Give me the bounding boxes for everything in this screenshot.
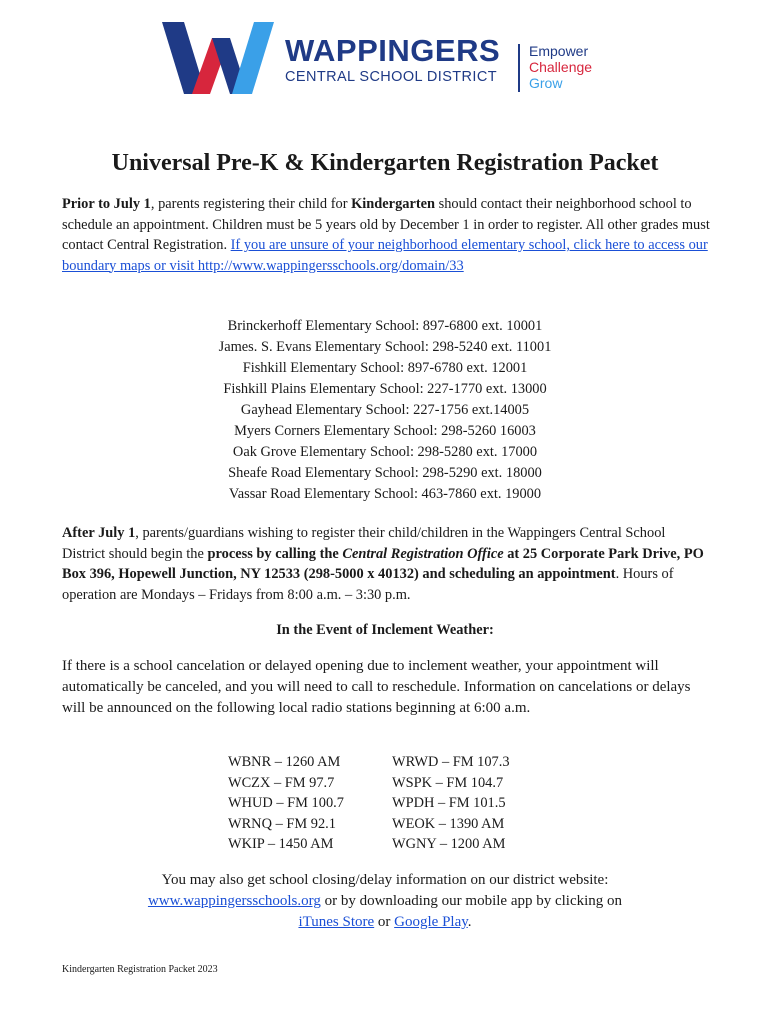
radio-station: WEOK – 1390 AM — [392, 815, 505, 832]
school-item: Sheafe Road Elementary School: 298-5290 ext. 18000 — [228, 465, 542, 481]
school-item: Gayhead Elementary School: 227-1756 ext.14005 — [240, 402, 530, 418]
intro-paragraph — [62, 194, 712, 276]
district-name: WAPPINGERS — [285, 33, 501, 68]
school-item: Oak Grove Elementary School: 298-5280 ext. 17000 — [232, 444, 538, 460]
radio-station: WGNY – 1200 AM — [392, 836, 506, 853]
radio-station: WRNQ – FM 92.1 — [228, 815, 336, 832]
district-subtitle: CENTRAL SCHOOL DISTRICT — [285, 69, 497, 85]
radio-station: WHUD – FM 100.7 — [228, 795, 344, 812]
closing-line-1: You may also get school closing/delay information on our district website: — [161, 872, 609, 888]
closing-section — [0, 870, 770, 933]
radio-station: WKIP – 1450 AM — [228, 836, 334, 853]
page-title: Universal Pre-K & Kindergarten Registration Packet — [111, 150, 659, 176]
school-item: Myers Corners Elementary School: 298-5260 16003 — [234, 423, 536, 439]
intro-text-2: should contact their neighborhood school to schedule an appointment. Children must be 5 years old by December 1 in order to register. All other grades must contact Central Registration. — [62, 196, 710, 253]
after-lead: After July 1 — [62, 525, 136, 541]
after-text-1: , parents/guardians wishing to register their child/children in the Wappingers Central School District should begin the — [62, 525, 666, 562]
logo-divider — [518, 44, 520, 92]
tagline-challenge: Challenge — [529, 59, 593, 75]
google-play-link[interactable]: Google Play — [394, 914, 468, 930]
radio-station: WBNR – 1260 AM — [228, 754, 341, 770]
closing-line-3 — [0, 912, 770, 933]
boundary-maps-link[interactable]: If you are unsure of your neighborhood elementary school, click here to access our boundary maps or visit http://www.wappingersschools.org/domain/33 — [62, 237, 708, 274]
radio-list-left — [228, 752, 344, 855]
closing-end: . — [467, 914, 472, 930]
radio-station: WCZX – FM 97.7 — [228, 774, 335, 791]
after-bold-1: process by calling the — [207, 545, 343, 562]
tagline-grow: Grow — [529, 75, 563, 91]
after-text-2: . Hours of operation are Mondays – Fridays from 8:00 a.m. – 3:30 p.m. — [62, 566, 674, 603]
radio-list-right — [392, 752, 510, 855]
school-item: Fishkill Elementary School: 897-6780 ext. 12001 — [242, 360, 528, 376]
weather-paragraph: If there is a school cancelation or delayed opening due to inclement weather, your appointment will automatically be canceled, and you will need to call to reschedule. Information on cancelations or delays will be announced on the following local radio stations beginning at 6:00 a.m. — [62, 658, 691, 716]
logo-text — [285, 34, 500, 86]
school-list — [0, 316, 770, 505]
website-link[interactable]: www.wappingersschools.org — [147, 893, 321, 909]
logo-tagline — [529, 43, 592, 91]
radio-station: WSPK – FM 104.7 — [392, 774, 504, 791]
logo-mark-sky — [232, 22, 274, 94]
school-item: Brinckerhoff Elementary School: 897-6800 ext. 10001 — [227, 318, 543, 334]
school-item: Fishkill Plains Elementary School: 227-1770 ext. 13000 — [223, 381, 547, 397]
intro-text-1: , parents registering their child for — [150, 196, 352, 212]
school-item: Vassar Road Elementary School: 463-7860 ext. 19000 — [228, 486, 542, 502]
closing-or: or — [374, 914, 395, 930]
intro-grade: Kindergarten — [351, 196, 436, 212]
radio-station: WRWD – FM 107.3 — [392, 754, 510, 770]
school-item: James. S. Evans Elementary School: 298-5240 ext. 11001 — [218, 339, 552, 355]
closing-line-2 — [0, 891, 770, 912]
tagline-empower: Empower — [529, 43, 589, 59]
intro-lead: Prior to July 1 — [62, 196, 151, 212]
after-july-paragraph — [62, 523, 712, 605]
page-footer: Kindergarten Registration Packet 2023 — [62, 964, 218, 975]
closing-text-mid: or by downloading our mobile app by clicking on — [320, 893, 623, 909]
radio-station: WPDH – FM 101.5 — [392, 795, 506, 812]
itunes-store-link[interactable]: iTunes Store — [298, 914, 375, 930]
after-bold-2: at 25 Corporate Park Drive, PO Box 396, Hopewell Junction, NY 12533 (298-5000 x 40132) and scheduling an appointment — [62, 545, 704, 582]
weather-heading: In the Event of Inclement Weather: — [276, 622, 494, 638]
registration-office: Central Registration Office — [342, 545, 504, 562]
